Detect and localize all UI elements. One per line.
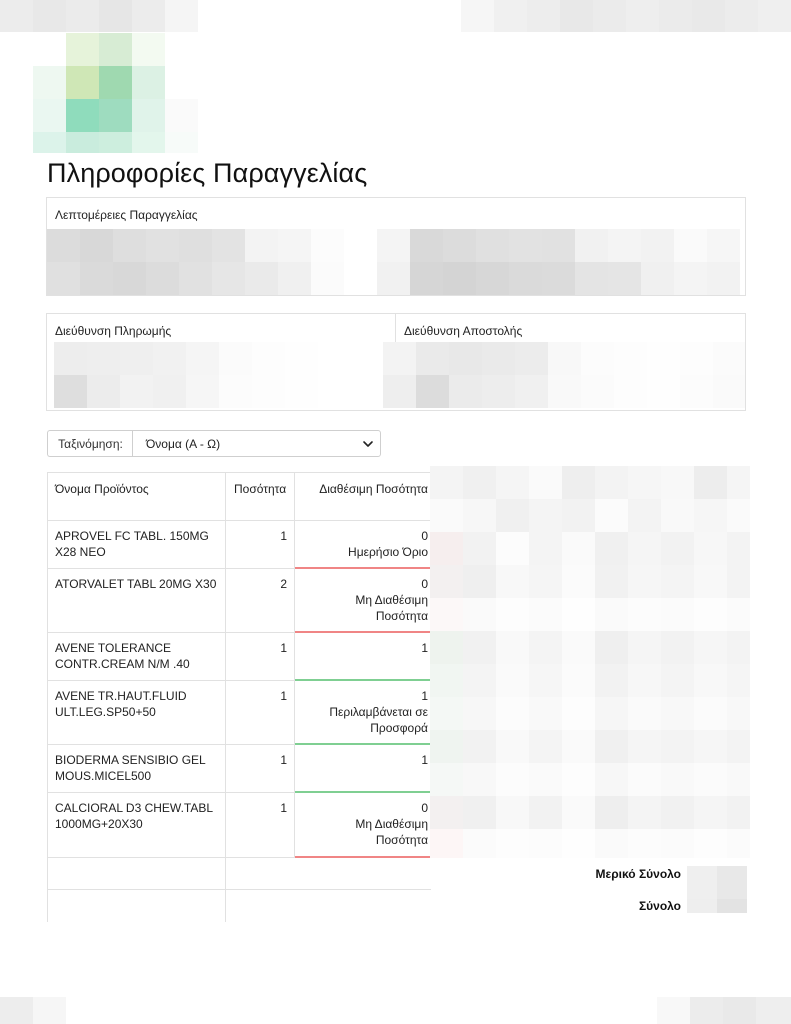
subtotal-value-redacted bbox=[687, 866, 747, 899]
footer-blur-left bbox=[0, 997, 66, 1024]
availability-status-bar bbox=[295, 856, 431, 858]
column-header-quantity[interactable]: Ποσότητα bbox=[234, 482, 287, 496]
addresses-panel bbox=[46, 313, 746, 411]
product-quantity: 2 bbox=[280, 577, 287, 591]
product-available: 1 bbox=[421, 753, 428, 767]
product-available: 0 Μη Διαθέσιμη Ποσότητα bbox=[355, 577, 428, 623]
product-name[interactable]: ATORVALET TABL 20MG X30 bbox=[55, 577, 217, 591]
product-quantity: 1 bbox=[280, 801, 287, 815]
subtotal-label: Μερικό Σύνολο bbox=[595, 867, 681, 881]
order-details-redacted bbox=[47, 229, 745, 295]
availability-status-bar bbox=[295, 791, 431, 793]
product-name[interactable]: CALCIORAL D3 CHEW.TABL 1000MG+20X30 bbox=[55, 801, 213, 831]
payment-address-redacted bbox=[54, 342, 354, 408]
availability-status-bar bbox=[295, 567, 431, 569]
order-details-panel bbox=[46, 197, 746, 296]
address-divider bbox=[395, 314, 396, 342]
products-table bbox=[47, 472, 431, 922]
availability-status-bar bbox=[295, 743, 431, 745]
product-name[interactable]: AVENE TOLERANCE CONTR.CREAM N/M .40 bbox=[55, 641, 190, 671]
product-available: 0 Ημερήσιο Όριο bbox=[348, 529, 428, 559]
product-name[interactable]: AVENE TR.HAUT.FLUID ULT.LEG.SP50+50 bbox=[55, 689, 187, 719]
product-available: 1 bbox=[421, 641, 428, 655]
product-quantity: 1 bbox=[280, 753, 287, 767]
total-value-redacted bbox=[687, 899, 747, 913]
availability-status-bar bbox=[295, 631, 431, 633]
product-available: 0 Μη Διαθέσιμη Ποσότητα bbox=[355, 801, 428, 847]
shipping-address-heading: Διεύθυνση Αποστολής bbox=[404, 324, 523, 338]
header-blur-left bbox=[0, 0, 198, 32]
product-quantity: 1 bbox=[280, 689, 287, 703]
column-header-available[interactable]: Διαθέσιμη Ποσότητα bbox=[319, 482, 428, 496]
sort-label: Ταξινόμηση: bbox=[47, 430, 133, 457]
product-name[interactable]: APROVEL FC TABL. 150MG X28 NEO bbox=[55, 529, 209, 559]
logo bbox=[33, 33, 198, 153]
total-label: Σύνολο bbox=[638, 899, 681, 913]
chevron-down-icon bbox=[362, 438, 374, 450]
shipping-address-redacted bbox=[383, 342, 745, 408]
footer-blur-right bbox=[657, 997, 791, 1024]
column-header-name[interactable]: Όνομα Προϊόντος bbox=[55, 482, 149, 496]
header-blur-right bbox=[461, 0, 791, 32]
product-available: 1 Περιλαμβάνεται σε Προσφορά bbox=[329, 689, 428, 735]
prices-redacted bbox=[430, 466, 750, 858]
product-quantity: 1 bbox=[280, 641, 287, 655]
order-details-heading: Λεπτομέρειες Παραγγελίας bbox=[55, 208, 198, 222]
availability-status-bar bbox=[295, 679, 431, 681]
product-name[interactable]: BIODERMA SENSIBIO GEL MOUS.MICEL500 bbox=[55, 753, 206, 783]
payment-address-heading: Διεύθυνση Πληρωμής bbox=[55, 324, 172, 338]
sort-select[interactable] bbox=[132, 430, 381, 457]
product-quantity: 1 bbox=[280, 529, 287, 543]
sort-selected-value: Όνομα (Α - Ω) bbox=[146, 436, 221, 451]
page-title: Πληροφορίες Παραγγελίας bbox=[47, 158, 368, 188]
